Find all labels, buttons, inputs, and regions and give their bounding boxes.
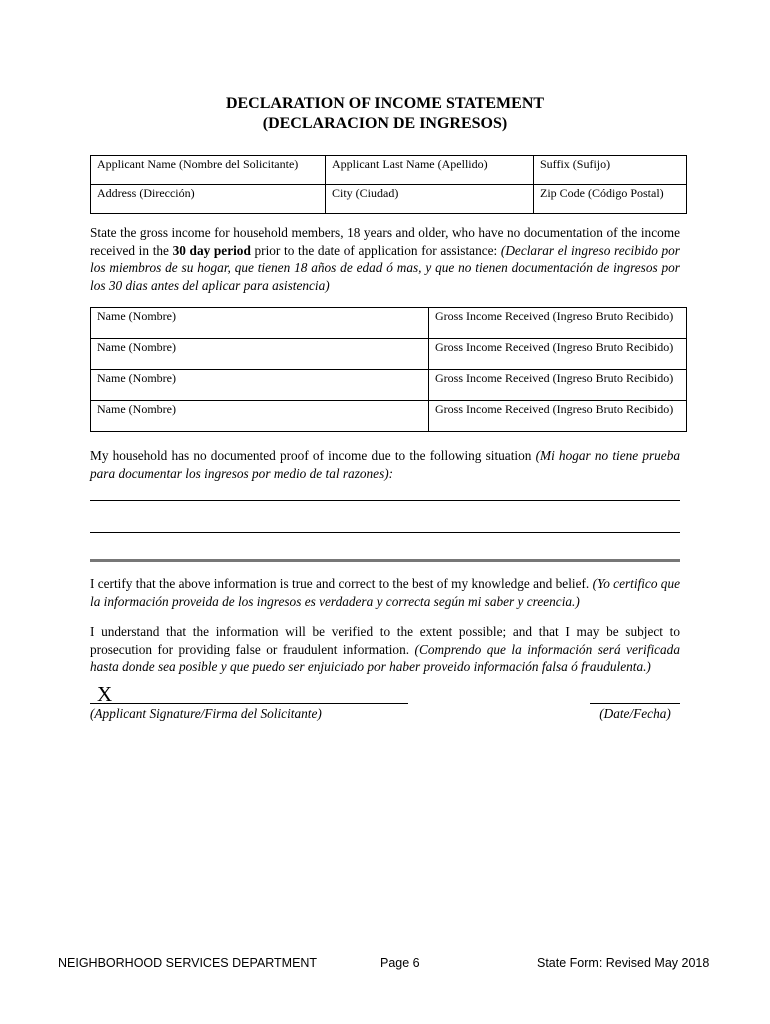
footer-page-number: Page 6 xyxy=(380,956,420,970)
applicant-info-table xyxy=(90,155,687,214)
signature-x-mark: X xyxy=(97,682,113,706)
gross-income-field[interactable]: Gross Income Received (Ingreso Bruto Recibido) xyxy=(429,370,687,401)
footer-revision: State Form: Revised May 2018 xyxy=(537,956,710,970)
situation-line-1[interactable] xyxy=(90,500,680,501)
city-field[interactable]: City (Ciudad) xyxy=(326,185,534,214)
zip-code-field[interactable]: Zip Code (Código Postal) xyxy=(534,185,687,214)
certification-statement: I certify that the above information is true and correct to the best of my knowledge and belief. (Yo certifico que la información proveida de los ingresos es verdadera y correcta según mi saber y creencia.) xyxy=(90,576,681,609)
suffix-field[interactable]: Suffix (Sufijo) xyxy=(534,156,687,185)
income-instructions: State the gross income for household members, 18 years and older, who have no documentation of the income received in the 30 day period prior to the date of application for assistance: (Declarar el ingreso recibido por los miembros de su hogar, que tienen 18 años de edad ó mas, y que no tienen documentación de ingresos por los 30 dias antes del aplicar para asistencia) xyxy=(90,225,680,293)
date-label: (Date/Fecha) xyxy=(599,706,671,721)
signature-line[interactable] xyxy=(90,703,408,704)
section-divider xyxy=(90,559,680,562)
situation-line-2[interactable] xyxy=(90,532,680,533)
income-row xyxy=(91,339,687,370)
gross-income-field[interactable]: Gross Income Received (Ingreso Bruto Recibido) xyxy=(429,339,687,370)
member-name-field[interactable]: Name (Nombre) xyxy=(91,370,429,401)
form-title: DECLARATION OF INCOME STATEMENT xyxy=(225,95,545,112)
verification-statement: I understand that the information will be verified to the extent possible; and that I may be subject to prosecution for providing false or fraudulent information. (Comprendo que la información será verificada hasta donde sea posible y que puedo ser enjuiciado por haber proveido información falsa ó fraudulenta.) xyxy=(90,624,680,674)
gross-income-field[interactable]: Gross Income Received (Ingreso Bruto Recibido) xyxy=(429,308,687,339)
income-row xyxy=(91,401,687,432)
situation-statement: My household has no documented proof of income due to the following situation (Mi hogar no tiene prueba para documentar los ingresos por medio de tal razones): xyxy=(90,448,680,481)
income-row xyxy=(91,370,687,401)
applicant-name-field[interactable]: Applicant Name (Nombre del Solicitante) xyxy=(91,156,326,185)
income-row xyxy=(91,308,687,339)
footer-department: NEIGHBORHOOD SERVICES DEPARTMENT xyxy=(58,956,318,970)
member-name-field[interactable]: Name (Nombre) xyxy=(91,339,429,370)
member-name-field[interactable]: Name (Nombre) xyxy=(91,308,429,339)
member-name-field[interactable]: Name (Nombre) xyxy=(91,401,429,432)
gross-income-field[interactable]: Gross Income Received (Ingreso Bruto Recibido) xyxy=(429,401,687,432)
form-subtitle: (DECLARACION DE INGRESOS) xyxy=(262,115,508,132)
date-line[interactable] xyxy=(590,703,680,704)
address-field[interactable]: Address (Dirección) xyxy=(91,185,326,214)
income-table xyxy=(90,307,687,432)
signature-label: (Applicant Signature/Firma del Solicitante) xyxy=(90,706,322,721)
applicant-last-name-field[interactable]: Applicant Last Name (Apellido) xyxy=(326,156,534,185)
